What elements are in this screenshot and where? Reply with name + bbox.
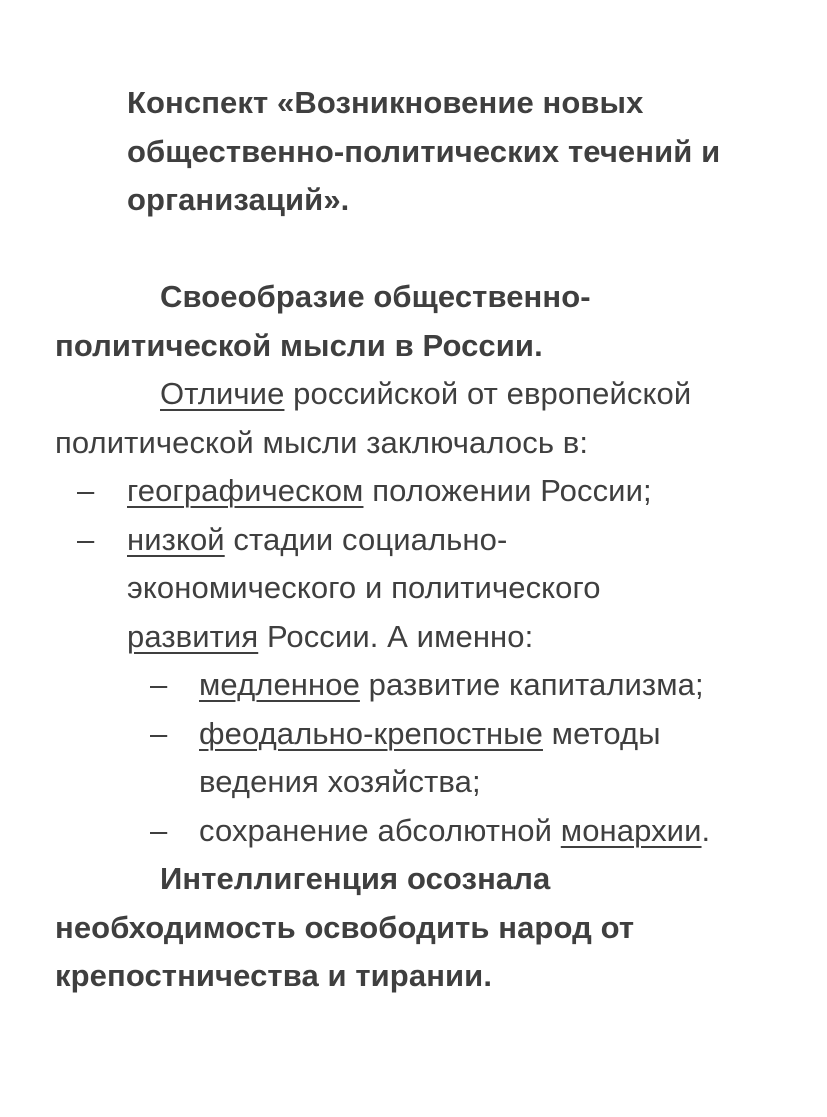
item-text: России. А именно: (258, 618, 534, 654)
underlined-term: низкой (127, 521, 225, 557)
item-text: сохранение абсолютной (199, 812, 561, 848)
underlined-term: Отличие (160, 376, 285, 411)
item-line (127, 516, 795, 565)
sub-list-item (55, 661, 795, 710)
item-line (127, 467, 795, 516)
item-line (199, 661, 795, 710)
document (55, 79, 795, 1001)
item-text: развитие капитализма; (359, 667, 704, 702)
heading-line: Своеобразие общественно- (160, 279, 591, 314)
intro-line (55, 370, 795, 419)
conclusion-line: необходимость освободить народ от (55, 909, 635, 945)
conclusion-line: Интеллигенция осознала (160, 861, 551, 896)
item-line (127, 613, 795, 662)
item-line: ведения хозяйства; (199, 764, 481, 799)
dash-bullet: – (77, 473, 95, 508)
intro-paragraph (55, 370, 795, 467)
title-line: организаций». (127, 182, 350, 217)
sub-list-item (55, 807, 795, 856)
underlined-term: медленное (199, 667, 360, 702)
item-text: методы (542, 715, 661, 751)
title-line: Конспект «Возникновение новых (127, 85, 644, 120)
dash-bullet: – (77, 521, 95, 557)
section-heading (55, 273, 795, 370)
item-line (199, 807, 795, 856)
underlined-term: географическом (127, 473, 364, 508)
item-line (199, 710, 795, 759)
heading-line: политической мысли в России. (55, 327, 543, 363)
conclusion-paragraph (55, 855, 795, 1001)
intro-text: российской от европейской (284, 376, 692, 411)
document-title (127, 79, 795, 225)
dash-bullet: – (150, 715, 168, 751)
conclusion-line: крепостничества и тирании. (55, 958, 493, 993)
item-text: . (701, 812, 711, 848)
underlined-term: развития (127, 618, 259, 654)
underlined-term: монархии (560, 812, 702, 848)
list-item (55, 516, 795, 662)
item-line: экономического и политического (127, 570, 601, 605)
sub-list-item (55, 710, 795, 807)
dash-bullet: – (150, 667, 168, 702)
underlined-term: феодально-крепостные (199, 715, 543, 751)
list-item (55, 467, 795, 516)
title-line: общественно-политических течений и (127, 133, 721, 169)
dash-bullet: – (150, 812, 168, 848)
item-text: положении России; (363, 473, 652, 508)
intro-line: политической мысли заключалось в: (55, 424, 589, 460)
item-text: стадии социально- (224, 521, 508, 557)
